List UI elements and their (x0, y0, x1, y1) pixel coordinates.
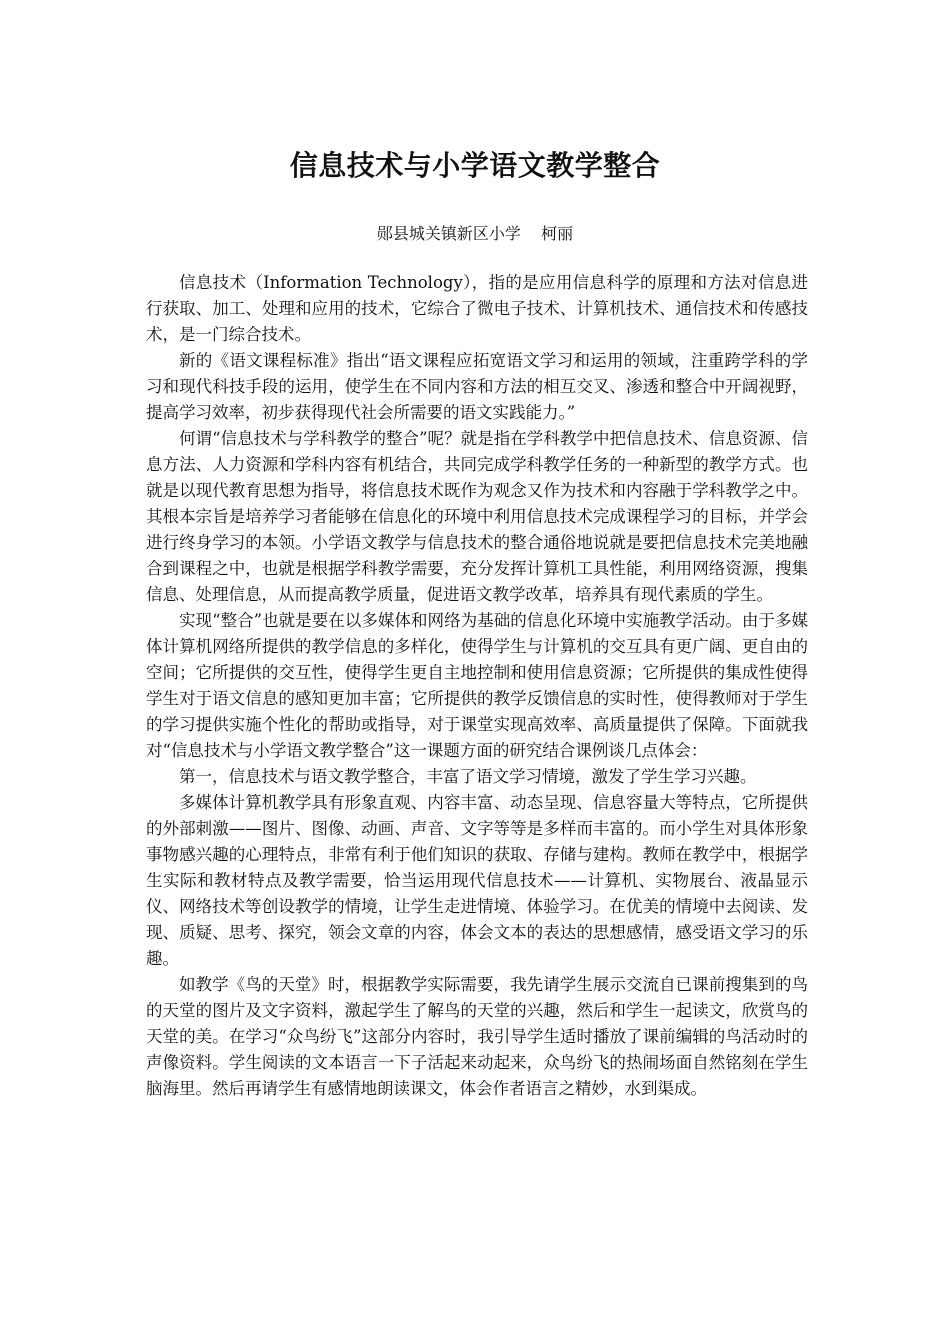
author-byline: 郧县城关镇新区小学 柯丽 (376, 224, 574, 243)
paragraph-point-one: 第一，信息技术与语文教学整合，丰富了语文学习情境，激发了学生学习兴趣。 (179, 767, 757, 786)
document-body (146, 270, 808, 1102)
paragraph-multimedia: 多媒体计算机教学具有形象直观、内容丰富、动态呈现、信息容量大等特点，它所提供的外部刺激——图片、图像、动画、声音、文字等等是多样而丰富的。而小学生对具体形象事物感兴趣的心理特点，非常有利于他们知识的获取、存储与建构。教师在教学中，根据学生实际和教材特点及教学需要，恰当运用现代信息技术——计算机、实物展台、液晶显示仪、网络技术等创设教学的情境，让学生走进情境、体验学习。在优美的情境中去阅读、发现、质疑、思考、探究，领会文章的内容，体会文本的表达的思想感情，感受语文学习的乐趣。 (146, 793, 808, 968)
paragraph-integration-meaning: 何谓“信息技术与学科教学的整合”呢？就是指在学科教学中把信息技术、信息资源、信息方法、人力资源和学科内容有机结合，共同完成学科教学任务的一种新型的教学方式。也就是以现代教育思想为指导，将信息技术既作为观念又作为技术和内容融于学科教学之中。其根本宗旨是培养学习者能够在信息化的环境中利用信息技术完成课程学习的目标，并学会进行终身学习的本领。小学语文教学与信息技术的整合通俗地说就是要把信息技术完美地融合到课程之中，也就是根据学科教学需要，充分发挥计算机工具性能，利用网络资源，搜集信息、处理信息，从而提高教学质量，促进语文教学改革，培养具有现代素质的学生。 (146, 429, 808, 604)
paragraph-intro-definition: 信息技术（Information Technology），指的是应用信息科学的原理和方法对信息进行获取、加工、处理和应用的技术，它综合了微电子技术、计算机技术、通信技术和传感技术，是一门综合技术。 (146, 273, 808, 344)
paragraph-curriculum-standard: 新的《语文课程标准》指出“语文课程应拓宽语文学习和运用的领域，注重跨学科的学习和现代科技手段的运用，使学生在不同内容和方法的相互交叉、渗透和整合中开阔视野，提高学习效率，初步获得现代社会所需要的语文实践能力。” (146, 351, 808, 422)
paragraph-example-lesson: 如教学《鸟的天堂》时，根据教学实际需要，我先请学生展示交流自已课前搜集到的鸟的天堂的图片及文字资料，激起学生了解鸟的天堂的兴趣，然后和学生一起读文，欣赏鸟的天堂的美。在学习“众鸟纷飞”这部分内容时，我引导学生适时播放了课前编辑的鸟活动时的声像资料。学生阅读的文本语言一下子活起来动起来，众鸟纷飞的热闹场面自然铭刻在学生脑海里。然后再请学生有感情地朗读课文，体会作者语言之精妙，水到渠成。 (146, 975, 808, 1098)
paragraph-implementation: 实现“整合”也就是要在以多媒体和网络为基础的信息化环境中实施教学活动。由于多媒体计算机网络所提供的教学信息的多样化，使得学生与计算机的交互具有更广阔、更自由的空间；它所提供的交互性，使得学生更自主地控制和使用信息资源；它所提供的集成性使得学生对于语文信息的感知更加丰富；它所提供的教学反馈信息的实时性，使得教师对于学生的学习提供实施个性化的帮助或指导，对于课堂实现高效率、高质量提供了保障。下面就我对“信息技术与小学语文教学整合”这一课题方面的研究结合课例谈几点体会： (146, 611, 808, 760)
document-title: 信息技术与小学语文教学整合 (289, 149, 661, 182)
